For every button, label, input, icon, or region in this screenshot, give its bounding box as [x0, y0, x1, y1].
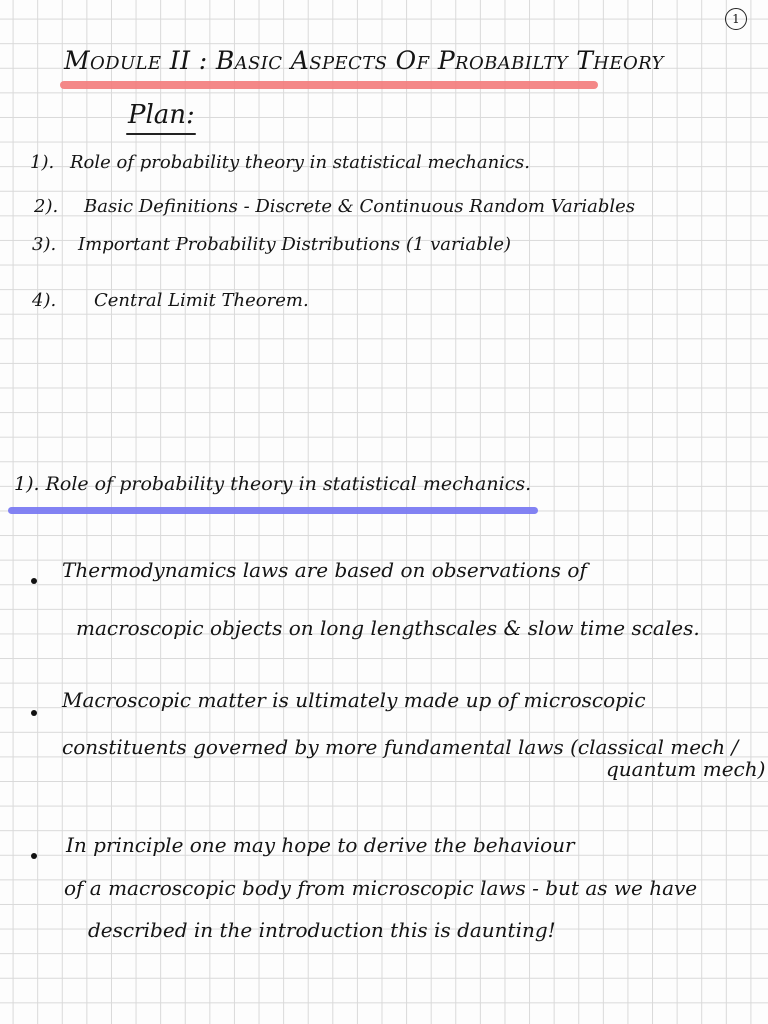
bullet-2-line-3: quantum mech): [606, 757, 766, 781]
bullet-dot: [31, 710, 37, 716]
bullet-dot: [31, 578, 37, 584]
page-number: 1: [725, 8, 747, 30]
bullet-3-line-3: described in the introduction this is daunting!: [88, 918, 556, 942]
plan-item-3: [32, 234, 511, 255]
plan-item-text: Central Limit Theorem.: [94, 290, 309, 311]
section-heading: 1). Role of probability theory in statistical mechanics.: [14, 473, 532, 495]
plan-item-4: [32, 290, 309, 311]
plan-item-1: [30, 152, 530, 173]
section-highlight: [8, 507, 538, 514]
bullet-3-line-1: In principle one may hope to derive the behaviour: [66, 833, 575, 857]
bullet-1-line-2: macroscopic objects on long lengthscales & slow time scales.: [76, 616, 700, 640]
plan-heading: Plan:: [128, 100, 195, 130]
bullet-2-line-1: Macroscopic matter is ultimately made up of microscopic: [62, 688, 646, 712]
bullet-3-line-2: of a macroscopic body from microscopic laws - but as we have: [64, 876, 698, 900]
title-highlight: [60, 81, 598, 89]
bullet-1-line-1: Thermodynamics laws are based on observations of: [62, 558, 587, 582]
plan-underline: [126, 133, 196, 135]
plan-item-text: Important Probability Distributions (1 variable): [78, 234, 512, 255]
plan-item-text: Role of probability theory in statistical mechanics.: [70, 152, 530, 173]
plan-item-number: 4).: [32, 290, 57, 311]
plan-item-number: 3).: [32, 234, 57, 255]
plan-item-number: 2).: [34, 196, 59, 217]
bullet-2-line-2: constituents governed by more fundamental laws (classical mech /: [62, 735, 739, 759]
page-title: Module II : Basic Aspects Of Probabilty Theory: [64, 46, 664, 75]
plan-item-number: 1).: [30, 152, 55, 173]
plan-item-2: [34, 196, 635, 217]
bullet-dot: [31, 853, 37, 859]
plan-item-text: Basic Definitions - Discrete & Continuous Random Variables: [84, 196, 636, 217]
